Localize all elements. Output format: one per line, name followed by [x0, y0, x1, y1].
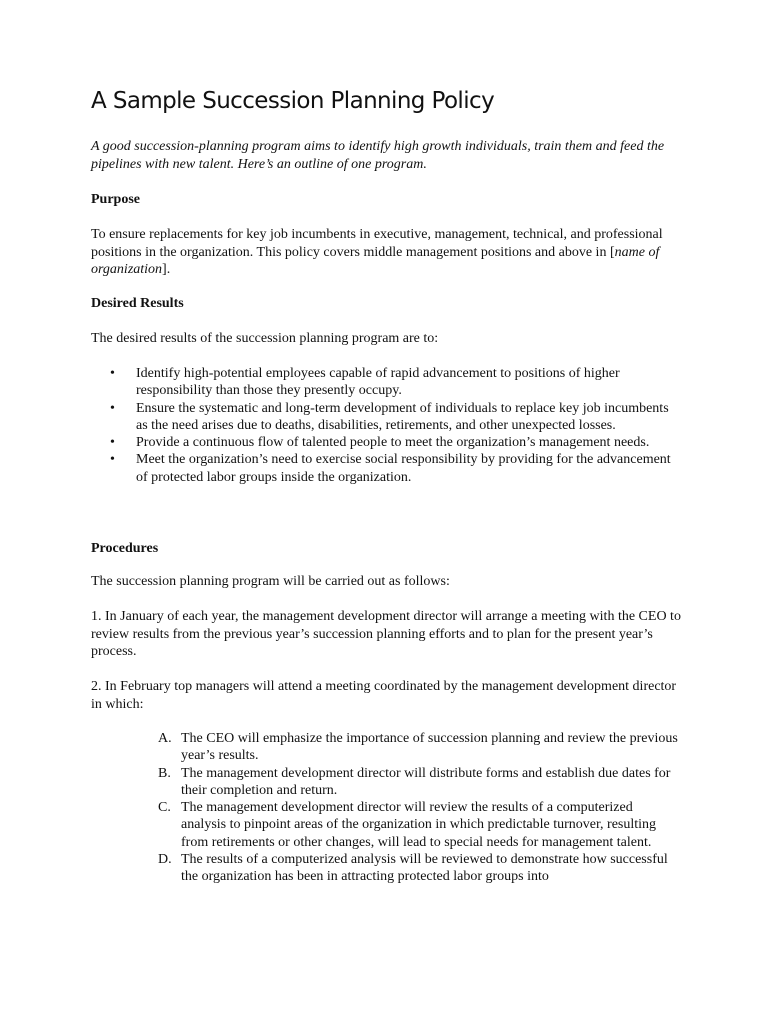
sub-list-item — [91, 799, 681, 851]
document-title: A Sample Succession Planning Policy — [91, 88, 495, 114]
sub-list-item-text: The management development director will review the results of a computerized analysis to pinpoint areas of the organization in which predictable turnover, resulting from retirements or other changes, will lead to special needs for management talent. — [181, 800, 657, 850]
desired-results-heading: Desired Results — [91, 296, 184, 311]
sub-list-item — [91, 765, 681, 800]
bullet-icon: • — [110, 366, 115, 381]
sub-list-item-text: The CEO will emphasize the importance of succession planning and review the previous year’s results. — [181, 731, 678, 764]
bullet-icon: • — [110, 452, 115, 468]
sub-list-marker: B. — [158, 765, 171, 781]
list-item-text: Ensure the systematic and long-term development of individuals to replace key job incumbents as the need arises due to deaths, disabilities, retirements, and other unexpected losses. — [136, 400, 669, 433]
sub-list-marker: A. — [158, 731, 172, 746]
procedure-sub-list — [91, 730, 681, 886]
bullet-icon: • — [110, 435, 115, 451]
list-item-text: Meet the organization’s need to exercise social responsibility by providing for the advancement of protected labor groups inside the organization. — [136, 452, 671, 485]
procedure-step-2: 2. In February top managers will attend a meeting coordinated by the management development director in which: — [91, 679, 677, 712]
procedures-lead: The succession planning program will be carried out as follows: — [91, 574, 450, 589]
bullet-icon: • — [110, 400, 115, 416]
desired-results-lead: The desired results of the succession planning program are to: — [91, 331, 439, 346]
procedures-heading: Procedures — [91, 541, 159, 556]
list-item — [91, 400, 681, 435]
sub-list-item-text: The management development director will distribute forms and establish due dates for their completion and return. — [181, 765, 671, 798]
sub-list-marker: D. — [158, 852, 172, 868]
organization-name-placeholder: name of organization — [91, 244, 660, 277]
sub-list-item — [91, 730, 681, 765]
list-item-text: Provide a continuous flow of talented people to meet the organization’s management needs. — [136, 435, 650, 451]
list-item — [91, 451, 681, 486]
list-item — [91, 365, 681, 400]
purpose-text-after: ]. — [162, 262, 171, 277]
procedure-step-1: 1. In January of each year, the management development director will arrange a meeting with the CEO to review results from the previous year’s succession planning efforts and to plan for the present year’s process. — [91, 609, 681, 659]
sub-list-item-text: The results of a computerized analysis will be reviewed to demonstrate how successful the organization has been in attracting protected labor groups into — [181, 852, 668, 885]
intro-paragraph: A good succession-planning program aims to identify high growth individuals, train them and feed the pipelines with new talent. Here’s an outline of one program. — [91, 139, 665, 172]
purpose-paragraph — [91, 226, 681, 279]
sub-list-marker: C. — [158, 800, 171, 816]
purpose-text-before: To ensure replacements for key job incumbents in executive, management, technical, and professional positions in the organization. This policy covers middle management positions and above in [ — [91, 227, 663, 260]
desired-results-list — [91, 365, 681, 486]
purpose-heading: Purpose — [91, 192, 140, 207]
sub-list-item — [91, 851, 681, 886]
list-item — [91, 434, 681, 451]
list-item-text: Identify high-potential employees capable of rapid advancement to positions of higher responsibility than those they presently occupy. — [136, 366, 620, 399]
